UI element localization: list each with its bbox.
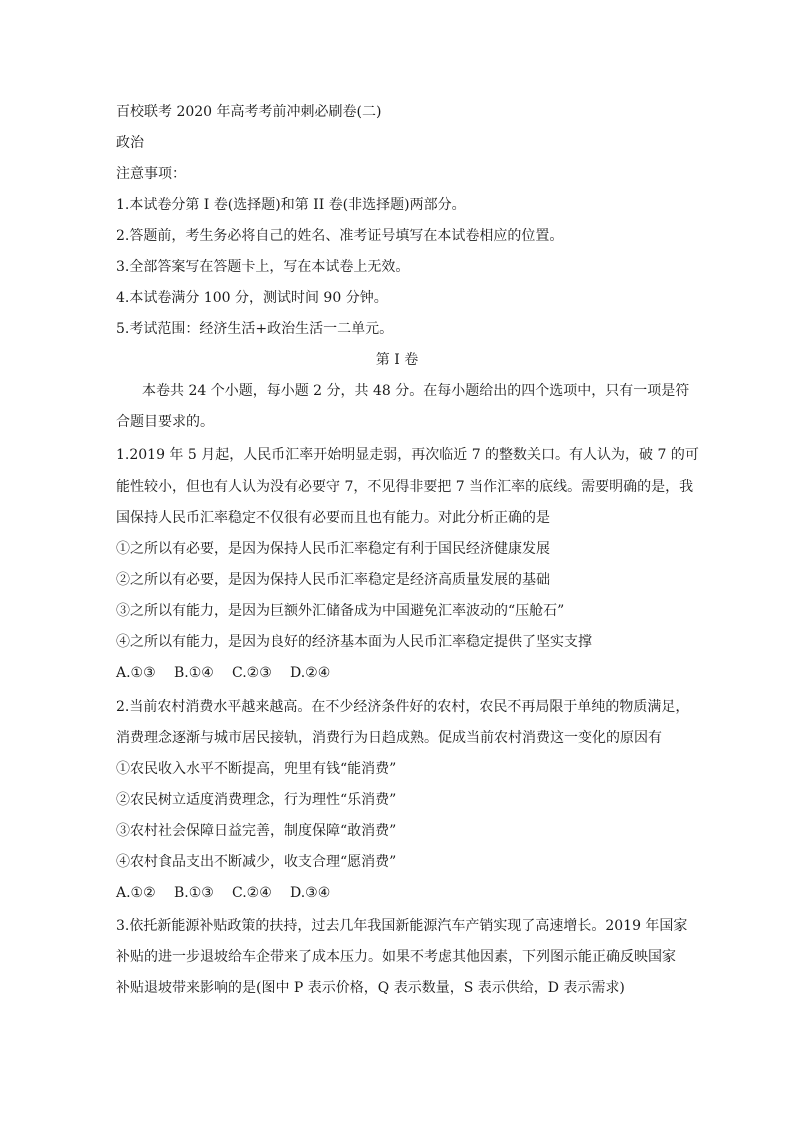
statement: ④之所以有能力，是因为良好的经济基本面为人民币汇率稳定提供了坚实支撑 bbox=[116, 634, 592, 650]
exam-title: 百校联考 2020 年高考考前冲刺必刷卷(二) bbox=[116, 104, 382, 120]
option-a: A.①③ bbox=[116, 665, 156, 681]
section-intro: 本卷共 24 个小题，每小题 2 分，共 48 分。在每小题给出的四个选项中，只有一项是符 bbox=[142, 383, 690, 399]
question-stem: 2.当前农村消费水平越来越高。在不少经济条件好的农村，农民不再局限于单纯的物质满足， bbox=[116, 699, 690, 715]
question-stem: 国保持人民币汇率稳定不仅很有必要而且也有能力。对此分析正确的是 bbox=[116, 510, 550, 526]
notes-heading: 注意事项： bbox=[116, 166, 186, 182]
note-item: 4.本试卷满分 100 分，测试时间 90 分钟。 bbox=[116, 290, 388, 306]
answer-options bbox=[116, 663, 686, 683]
option-a: A.①② bbox=[116, 885, 156, 901]
option-d: D.②④ bbox=[290, 665, 331, 681]
note-item: 2.答题前，考生务必将自己的姓名、准考证号填写在本试卷相应的位置。 bbox=[116, 228, 564, 244]
option-b: B.①③ bbox=[174, 885, 214, 901]
question-stem: 补贴退坡带来影响的是(图中 P 表示价格，Q 表示数量，S 表示供给，D 表示需求) bbox=[116, 980, 625, 996]
subject: 政治 bbox=[116, 135, 144, 151]
option-c: C.②④ bbox=[232, 885, 272, 901]
option-c: C.②③ bbox=[232, 665, 272, 681]
section-title: 第 I 卷 bbox=[375, 352, 419, 368]
question-stem: 补贴的进一步退坡给车企带来了成本压力。如果不考虑其他因素，下列图示能正确反映国家 bbox=[116, 949, 676, 965]
statement: ③农村社会保障日益完善，制度保障“敢消费” bbox=[116, 823, 397, 839]
question-stem: 3.依托新能源补贴政策的扶持，过去几年我国新能源汽车产销实现了高速增长。2019 年国家 bbox=[116, 918, 688, 934]
statement: ③之所以有能力，是因为巨额外汇储备成为中国避免汇率波动的“压舱石” bbox=[116, 603, 565, 619]
option-b: B.①④ bbox=[174, 665, 214, 681]
option-d: D.③④ bbox=[290, 885, 331, 901]
note-item: 3.全部答案写在答题卡上，写在本试卷上无效。 bbox=[116, 259, 410, 275]
note-item: 1.本试卷分第 I 卷(选择题)和第 II 卷(非选择题)两部分。 bbox=[116, 197, 466, 213]
note-item: 5.考试范围：经济生活+政治生活一二单元。 bbox=[116, 321, 394, 337]
statement: ①之所以有必要，是因为保持人民币汇率稳定有利于国民经济健康发展 bbox=[116, 541, 550, 557]
answer-options bbox=[116, 883, 686, 903]
statement: ①农民收入水平不断提高，兜里有钱“能消费” bbox=[116, 761, 397, 777]
statement: ②之所以有必要，是因为保持人民币汇率稳定是经济高质量发展的基础 bbox=[116, 572, 550, 588]
section-intro: 合题目要求的。 bbox=[116, 414, 214, 430]
statement: ②农民树立适度消费理念，行为理性“乐消费” bbox=[116, 792, 397, 808]
question-stem: 能性较小，但也有人认为没有必要守 7，不见得非要把 7 当作汇率的底线。需要明确的是，我 bbox=[116, 479, 694, 495]
question-stem: 消费理念逐渐与城市居民接轨，消费行为日趋成熟。促成当前农村消费这一变化的原因有 bbox=[116, 730, 662, 746]
statement: ④农村食品支出不断减少，收支合理“愿消费” bbox=[116, 854, 397, 870]
question-stem: 1.2019 年 5 月起，人民币汇率开始明显走弱，再次临近 7 的整数关口。有人认为，破 7 的可 bbox=[116, 447, 699, 463]
